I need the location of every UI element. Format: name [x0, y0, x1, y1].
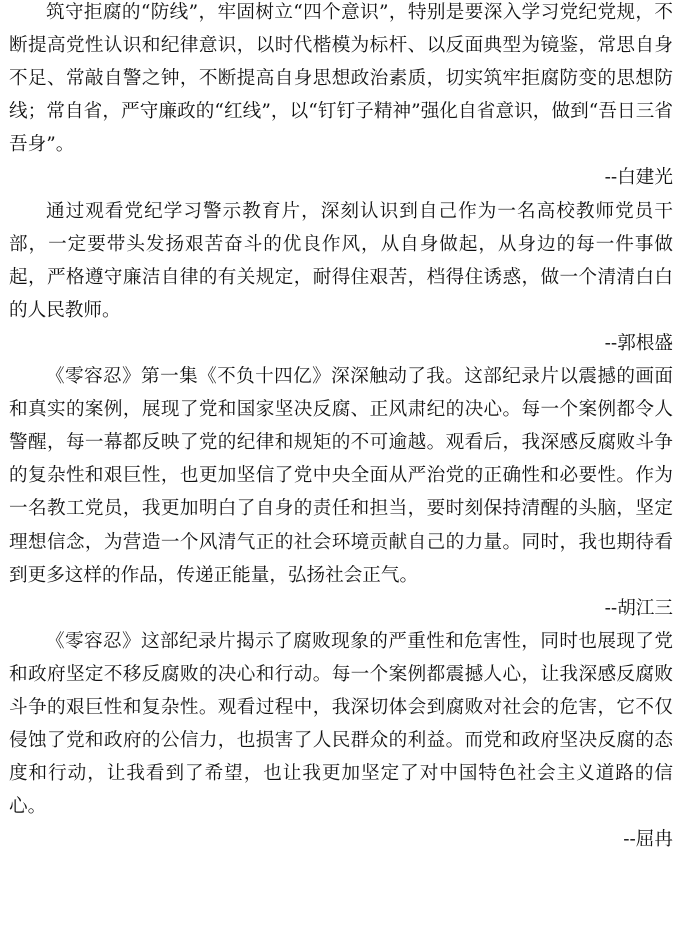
paragraph-1: 筑守拒腐的“防线”，牢固树立“四个意识”，特别是要深入学习党纪党规，不断提高党性认识和纪律意识，以时代楷模为标杆、以反面典型为镜鉴，常思自身不足、常敲自警之钟，不断提高自身思想政治素质，切实筑牢拒腐防变的思想防线；常自省，严守廉政的“红线”，以“钉钉子精神”强化自省意识，做到“吾日三省吾身”。: [9, 2, 673, 156]
paragraph-3: 《零容忍》第一集《不负十四亿》深深触动了我。这部纪录片以震撼的画面和真实的案例，展现了党和国家坚决反腐、正风肃纪的决心。每一个案例都令人警醒，每一幕都反映了党的纪律和规矩的不可逾越。观看后，我深感反腐败斗争的复杂性和艰巨性，也更加坚信了党中央全面从严治党的正确性和必要性。作为一名教工党员，我更加明白了自身的责任和担当，要时刻保持清醒的头脑，坚定理想信念，为营造一个风清气正的社会环境贡献自己的力量。同时，我也期待看到更多这样的作品，传递正能量，弘扬社会正气。: [9, 366, 673, 586]
paragraph-2: 通过观看党纪学习警示教育片，深刻认识到自己作为一名高校教师党员干部，一定要带头发扬艰苦奋斗的优良作风，从自身做起，从身边的每一件事做起，严格遵守廉洁自律的有关规定，耐得住艰苦，档得住诱惑，做一个清清白白的人民教师。: [9, 200, 673, 321]
document-page: [9, 0, 673, 856]
signature-2: --郭根盛: [604, 332, 673, 354]
signature-1: --白建光: [604, 167, 673, 189]
signature-4: --屈冉: [623, 829, 673, 851]
paragraph-4: 《零容忍》这部纪录片揭示了腐败现象的严重性和危害性，同时也展现了党和政府坚定不移反腐败的决心和行动。每一个案例都震撼人心，让我深感反腐败斗争的艰巨性和复杂性。观看过程中，我深切体会到腐败对社会的危害，它不仅侵蚀了党和政府的公信力，也损害了人民群众的利益。而党和政府坚决反腐的态度和行动，让我看到了希望，也让我更加坚定了对中国特色社会主义道路的信心。: [9, 630, 673, 818]
signature-3: --胡江三: [604, 597, 673, 619]
